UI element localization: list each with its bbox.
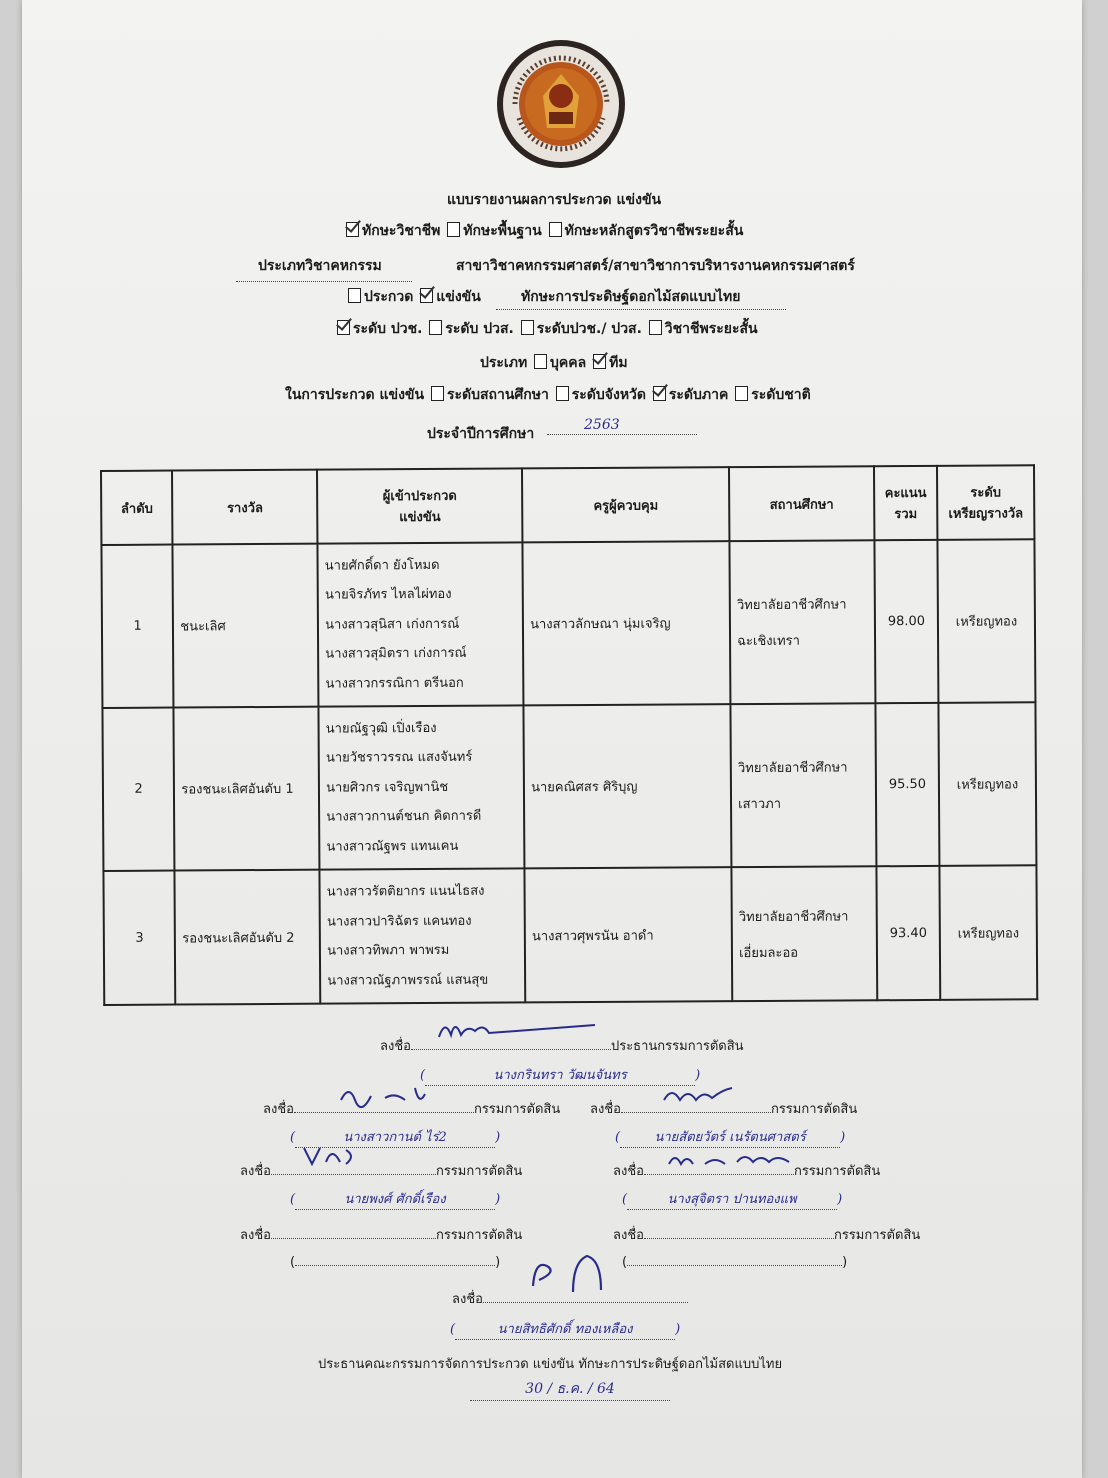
category-label: ประเภทวิชาคหกรรม — [258, 258, 382, 274]
participant-name: นายวัชราวรรณ แสงจันทร์ — [325, 749, 473, 766]
sign-label: ลงชื่อ — [240, 1164, 271, 1179]
col-header-order: ลำดับ — [101, 471, 173, 545]
judge-name: นายสัตยวัตร์ เนรัตนศาสตร์ — [620, 1126, 840, 1148]
participant-name: นายศักดิ์ดา ยังโหมด — [324, 557, 440, 574]
judge-6-signature-line — [613, 1224, 920, 1245]
col-header-teacher: ครูผู้ควบคุม — [522, 467, 729, 542]
checkbox-level-vocational-cert[interactable] — [337, 320, 350, 335]
judge-role: กรรมการตัดสิน — [833, 1228, 921, 1243]
participant-name: นางสาวณัฐภาพรรณ์ แสนสุข — [327, 972, 489, 989]
chair-name: นางกรินทรา วัฒนจันทร — [425, 1064, 695, 1086]
checkbox-basic-skill[interactable] — [447, 222, 460, 237]
header-line: คะแนน — [884, 485, 927, 502]
col-header-award: รางวัล — [172, 470, 317, 545]
sign-label: ลงชื่อ — [613, 1164, 644, 1179]
committee-chair-printed-name: ( นายสิทธิศักดิ์ ทองเหลือง ) — [450, 1318, 680, 1340]
level-row — [335, 318, 758, 340]
cell-score: 95.50 — [875, 703, 939, 866]
judge-4-handwritten-signature — [665, 1148, 805, 1172]
form-title: แบบรายงานผลการประกวด แข่งขัน — [447, 192, 662, 208]
table-row — [103, 865, 1037, 1005]
participant-name: นางสาวปาริฉัตร แคนทอง — [326, 913, 472, 930]
skill-type-row — [344, 220, 743, 242]
cell-medal: เหรียญทอง — [940, 865, 1038, 1000]
contest-name: ทักษะการประดิษฐ์ดอกไม้สดแบบไทย — [521, 289, 741, 305]
date-value: 30 / ธ.ค. / 64 — [470, 1378, 670, 1401]
skill-type-label: ทักษะพื้นฐาน — [463, 223, 542, 239]
chair-printed-name: ( นางกรินทรา วัฒนจันทร ) — [420, 1064, 700, 1086]
table-row — [102, 702, 1036, 871]
level-label: ระดับ ปวช. — [353, 321, 423, 337]
participant-name: นางสาวรัตติยากร แนนไธสง — [326, 883, 485, 900]
judge-role: กรรมการตัดสิน — [473, 1102, 561, 1117]
signed-date — [470, 1378, 670, 1401]
cell-teacher: นายคณิศสร ศิริบุญ — [524, 704, 732, 868]
chair-role: ประธานกรรมการตัดสิน — [610, 1039, 744, 1054]
skill-type-label: ทักษะหลักสูตรวิชาชีพระยะสั้น — [564, 223, 744, 239]
cell-school — [730, 540, 876, 704]
judge-5-signature-line — [240, 1224, 522, 1245]
vocational-education-commission-seal — [495, 38, 627, 170]
judge-3-signature-line — [240, 1160, 522, 1181]
school-line: ฉะเชิงเทรา — [737, 633, 800, 650]
cell-school — [732, 866, 878, 1001]
judge-role: กรรมการตัดสิน — [435, 1228, 523, 1243]
scope-option-label: ระดับจังหวัด — [571, 387, 647, 403]
committee-chair-signature-line — [452, 1288, 688, 1309]
table-header-row — [101, 465, 1034, 545]
judge-role: กรรมการตัดสิน — [793, 1164, 881, 1179]
participant-name: นายจิรภัทร ไหลไผ่ทอง — [324, 587, 452, 603]
cell-score: 93.40 — [876, 866, 940, 1000]
level-label: ระดับ ปวส. — [445, 321, 514, 337]
scope-label: ในการประกวด แข่งขัน — [285, 387, 425, 403]
scope-option-label: ระดับสถานศึกษา — [446, 387, 549, 403]
checkbox-contest-pageant[interactable] — [348, 288, 361, 303]
scope-option-label: ระดับชาติ — [751, 387, 811, 403]
participant-type-label: บุคคล — [550, 355, 587, 371]
checkbox-contest-competition[interactable] — [420, 288, 433, 303]
school-line: วิทยาลัยอาชีวศึกษา — [738, 908, 849, 925]
sign-label: ลงชื่อ — [240, 1228, 271, 1243]
committee-chair-name: นายสิทธิศักดิ์ ทองเหลือง — [455, 1318, 675, 1340]
checkbox-scope-province[interactable] — [556, 386, 569, 401]
contest-dotted-line — [496, 309, 786, 310]
level-label: วิชาชีพระยะสั้น — [664, 321, 758, 337]
cell-participants — [320, 868, 526, 1003]
chair-handwritten-signature — [435, 1015, 600, 1045]
participant-name: นางสาวณัฐพร แทนเคน — [326, 838, 459, 855]
contest-type-row — [346, 286, 481, 308]
judge-name: นางสาวกานต์ ไร่2 — [295, 1126, 495, 1148]
checkbox-level-short-course[interactable] — [649, 320, 662, 335]
cell-order: 2 — [102, 708, 174, 871]
academic-year-label: ประจำปีการศึกษา — [427, 426, 535, 442]
checkbox-level-high-vocational[interactable] — [429, 320, 442, 335]
judge-2-printed-name: ( นายสัตยวัตร์ เนรัตนศาสตร์ ) — [615, 1126, 845, 1148]
committee-chair-role: ประธานคณะกรรมการจัดการประกวด แข่งขัน ทักษะการประดิษฐ์ดอกไม้สดแบบไทย — [318, 1357, 783, 1372]
school-line: เสาวภา — [738, 796, 782, 813]
judge-role: กรรมการตัดสิน — [770, 1102, 858, 1117]
cell-award: รองชนะเลิศอันดับ 2 — [175, 870, 321, 1005]
checkbox-team[interactable] — [593, 354, 606, 369]
judge-3-printed-name: ( นายพงศ์ ศักดิ์เรือง ) — [290, 1188, 500, 1210]
checkbox-individual[interactable] — [534, 354, 547, 369]
participant-type-row — [480, 352, 628, 374]
checkbox-vocational-skill[interactable] — [346, 222, 359, 237]
judge-6-printed-name: ( ) — [622, 1255, 848, 1270]
cell-school — [731, 703, 877, 867]
judge-4-printed-name: ( นางสุจิตรา ปานทองแพ ) — [622, 1188, 842, 1210]
school-line: วิทยาลัยอาชีวศึกษา — [736, 597, 847, 614]
participant-name: นางสาวสุมิตรา เก่งการณ์ — [325, 646, 467, 662]
checkbox-scope-institution[interactable] — [431, 386, 444, 401]
judge-1-handwritten-signature — [335, 1080, 455, 1110]
sign-label: ลงชื่อ — [613, 1228, 644, 1243]
participant-name: นายณัฐวุฒิ เปิ่งเรือง — [325, 720, 437, 737]
contest-type-label: แข่งขัน — [436, 289, 481, 305]
col-header-school: สถานศึกษา — [729, 466, 874, 541]
participant-type-label: ทีม — [609, 355, 628, 371]
header-line: แข่งขัน — [399, 509, 441, 526]
field-label: สาขาวิชาคหกรรมศาสตร์/สาขาวิชาการบริหารงานคหกรรมศาสตร์ — [456, 258, 855, 274]
participant-name: นางสาวกานต์ชนก คิดการดี — [326, 808, 482, 825]
cell-order: 3 — [103, 871, 175, 1005]
participant-name: นางสาวทิพภา พาพรม — [327, 942, 450, 959]
cell-medal: เหรียญทอง — [938, 539, 1036, 703]
cell-teacher: นางสาวลักษณา นุ่มเจริญ — [523, 541, 731, 705]
col-header-medal — [937, 465, 1034, 540]
participant-name: นายศิวกร เจริญพานิช — [326, 779, 449, 796]
cell-teacher: นางสาวศุพรนัน อาดำ — [525, 867, 733, 1002]
cell-award: ชนะเลิศ — [173, 544, 319, 708]
scope-row — [285, 384, 811, 406]
category-dotted-line — [236, 281, 412, 282]
cell-participants — [319, 705, 525, 869]
judge-5-printed-name: ( ) — [290, 1255, 501, 1270]
year-dotted-line — [547, 434, 697, 435]
header-line: รวม — [894, 507, 918, 523]
header-line: เหรียญรางวัล — [948, 506, 1024, 522]
skill-type-label: ทักษะวิชาชีพ — [362, 223, 441, 239]
sign-label: ลงชื่อ — [380, 1039, 411, 1054]
judge-name: นางสุจิตรา ปานทองแพ — [627, 1188, 837, 1210]
table-row — [101, 539, 1035, 708]
type-label: ประเภท — [480, 355, 528, 371]
judge-name: นายพงศ์ ศักดิ์เรือง — [295, 1188, 495, 1210]
sign-label: ลงชื่อ — [263, 1102, 294, 1117]
level-label: ระดับปวช./ ปวส. — [536, 321, 642, 337]
cell-participants — [318, 542, 524, 706]
judge-role: กรรมการตัดสิน — [435, 1164, 523, 1179]
cell-order: 1 — [101, 545, 173, 708]
sign-label: ลงชื่อ — [452, 1292, 483, 1307]
judge-1-printed-name: ( นางสาวกานต์ ไร่2 ) — [290, 1126, 500, 1148]
cell-score: 98.00 — [874, 540, 938, 703]
cell-medal: เหรียญทอง — [939, 702, 1037, 866]
sign-label: ลงชื่อ — [590, 1102, 621, 1117]
col-header-participants — [317, 468, 522, 543]
checkbox-scope-region[interactable] — [653, 386, 666, 401]
checkbox-level-both[interactable] — [521, 320, 534, 335]
results-table — [100, 464, 1038, 1006]
participant-name: นางสาวกรรณิกา ตรีนอก — [325, 675, 464, 692]
academic-year-value: 2563 — [584, 417, 620, 433]
checkbox-scope-national[interactable] — [735, 386, 748, 401]
participant-name: นางสาวสุนิสา เก่งการณ์ — [325, 616, 460, 633]
judge-2-handwritten-signature — [660, 1082, 760, 1108]
cell-award: รองชนะเลิศอันดับ 1 — [174, 707, 320, 871]
scope-option-label: ระดับภาค — [668, 387, 729, 403]
header-line: ผู้เข้าประกวด — [382, 488, 457, 505]
col-header-score — [874, 466, 938, 540]
contest-type-label: ประกวด — [364, 289, 414, 305]
header-line: ระดับ — [970, 485, 1002, 501]
checkbox-short-course-skill[interactable] — [549, 222, 562, 237]
judge-3-handwritten-signature — [300, 1142, 370, 1168]
school-line: วิทยาลัยอาชีวศึกษา — [737, 760, 848, 777]
school-line: เอี่ยมละออ — [739, 945, 799, 961]
